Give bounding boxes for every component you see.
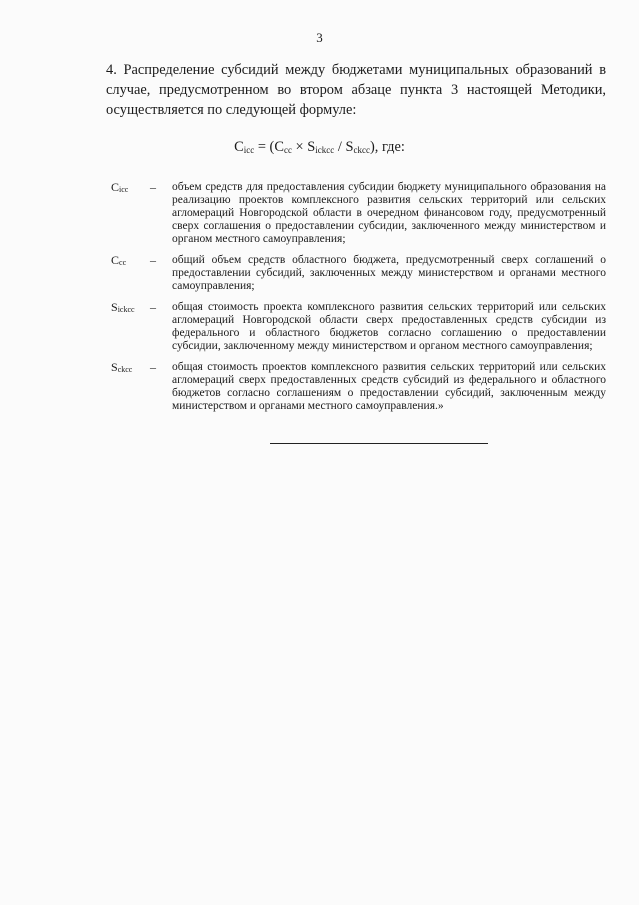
formula-t3-sub: ckcc	[353, 145, 370, 155]
definitions-list	[106, 181, 606, 421]
definition-dash: –	[150, 253, 156, 267]
definition-item	[106, 301, 606, 353]
formula-times: × S	[291, 139, 316, 155]
formula-eq: = (C	[254, 139, 284, 155]
definition-text: общий объем средств областного бюджета, предусмотренный сверх соглашений о предоставлении субсидий, заключенных между министерством и органами местного самоуправления;	[172, 254, 606, 292]
formula-t1-sub: cc	[283, 145, 292, 155]
definition-dash: –	[150, 360, 156, 374]
symbol-subscript: icc	[119, 185, 129, 194]
symbol-subscript: ickcc	[117, 305, 135, 314]
definition-dash: –	[150, 180, 156, 194]
definition-symbol	[111, 254, 126, 268]
definition-text: объем средств для предоставления субсидии бюджету муниципального образования на реализацию проектов комплексного развития сельских территорий или сельских агломераций Новгородской области в очередном финансовом году, предусмотренный сверх соглашения о предоставлении субсидии, заключенного между министерством и органом местного самоуправления;	[172, 181, 606, 245]
definition-item	[106, 181, 606, 246]
paragraph-4: 4. Распределение субсидий между бюджетами муниципальных образований в случае, предусмотренном во втором абзаце пункта 3 настоящей Методики, осуществляется по следующей формуле:	[106, 62, 606, 118]
formula	[0, 139, 639, 156]
closing-rule	[270, 443, 488, 444]
symbol-subscript: cc	[119, 258, 127, 267]
definition-text: общая стоимость проекта комплексного развития сельских территорий или сельских агломераций Новгородской области сверх предоставленных средств субсидии из федерального и областного бюджетов согласно соглашению о предоставлении субсидии, заключенному между министерством и органом местного самоуправления;	[172, 301, 606, 352]
definition-dash: –	[150, 300, 156, 314]
definition-item	[106, 361, 606, 413]
definition-item	[106, 254, 606, 293]
formula-lhs-sub: icc	[243, 145, 255, 155]
formula-t2-sub: ickcc	[315, 145, 335, 155]
symbol-letter: S	[111, 360, 118, 374]
definition-symbol	[111, 301, 135, 315]
definition-symbol	[111, 361, 132, 375]
symbol-letter: C	[111, 180, 120, 194]
symbol-subscript: ckcc	[117, 365, 133, 374]
symbol-letter: S	[111, 300, 118, 314]
page-number: 3	[316, 30, 323, 45]
symbol-letter: C	[111, 253, 120, 267]
formula-lhs: C	[234, 139, 244, 155]
definition-symbol	[111, 181, 128, 195]
formula-div: / S	[334, 139, 354, 155]
formula-tail: ), где:	[369, 139, 405, 155]
definition-text: общая стоимость проектов комплексного развития сельских территорий или сельских агломераций сверх предоставленных средств субсидий из федерального и областного бюджетов согласно соглашениям о предоставлении субсидий, заключенным между министерством и органами местного самоуправления.»	[172, 361, 606, 412]
